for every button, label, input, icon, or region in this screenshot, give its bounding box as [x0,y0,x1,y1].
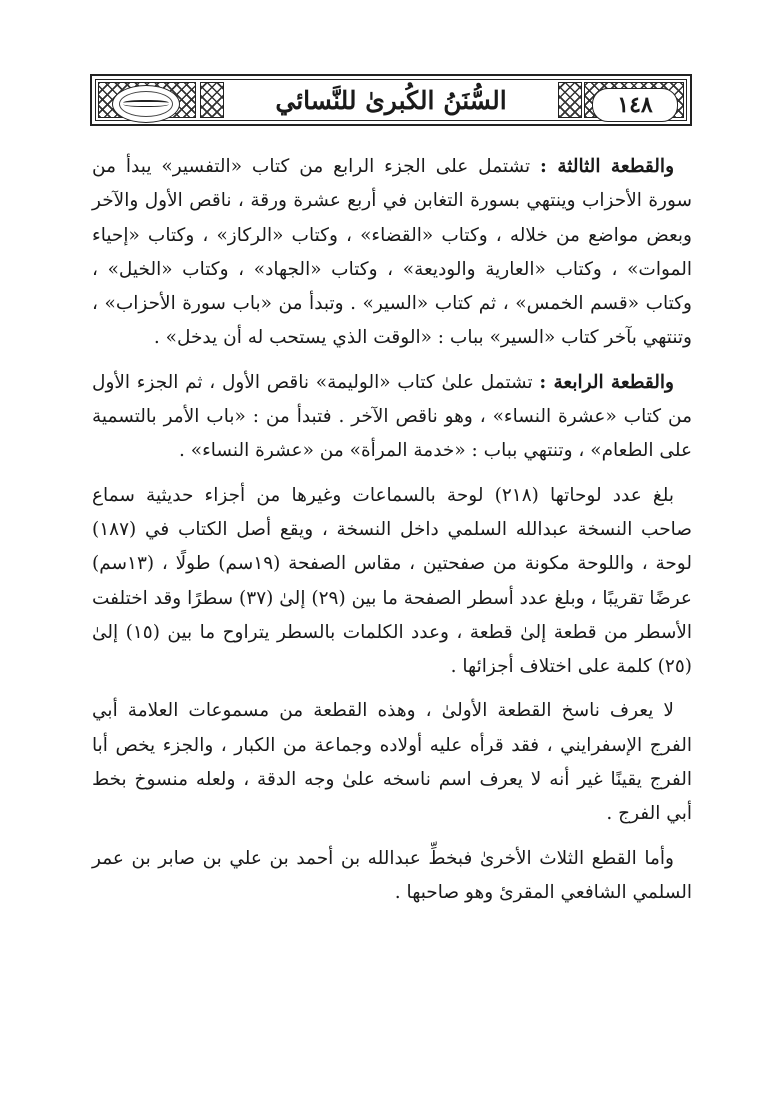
calligraphy-seal-icon [112,85,180,123]
paragraph-lead: والقطعة الثالثة : [540,156,675,177]
seal-calligraphy-mark-icon [123,100,169,107]
paragraph-text: تشتمل على الجزء الرابع من كتاب «التفسير» يبدأ من سورة الأحزاب وينتهي بسورة التغابن في أربع عشرة ورقة ، ناقص الأول والآخر وبعض مواضع من خلاله ، وكتاب «القضاء» ، وكتاب «الركاز» ، وكتاب «إحياء الموات» ، وكتاب «العارية والوديعة» ، وكتاب «الجهاد» ، وكتاب «الخيل» ، وكتاب «قسم الخمس» ، ثم كتاب «السير» . وتبدأ من «باب سورة الأحزاب» ، وتنتهي بآخر كتاب «السير» بباب : «الوقت الذي يستحب له أن يدخل» . [92,156,692,349]
paragraph-fourth-part [92,366,692,469]
ornament-mid-left-icon [200,82,224,118]
ornament-mid-right-icon [558,82,582,118]
paragraph-copyist [92,694,692,831]
header-frame [95,79,687,121]
page-body [92,150,692,920]
paragraph-other-parts [92,842,692,911]
page-header [90,74,692,126]
running-title: السُّنَنُ الكُبرىٰ للنَّسائي [226,80,556,120]
paragraph-lead: والقطعة الرابعة : [539,371,674,393]
paragraph-text: وأما القطع الثلاث الأخرىٰ فبخطِّ عبدالله بن أحمد بن علي بن صابر بن عمر السلمي الشافعي المقرئ وهو صاحبها . [92,847,692,903]
paragraph-third-part [92,150,692,356]
paragraph-plates-count [92,479,692,685]
paragraph-text: تشتمل علىٰ كتاب «الوليمة» ناقص الأول ، ثم الجزء الأول من كتاب «عشرة النساء» ، وهو ناقص الآخر . فتبدأ من : «باب الأمر بالتسمية على الطعام» ، وتنتهي بباب : «خدمة المرأة» من «عشرة النساء» . [92,371,692,462]
paragraph-text: بلغ عدد لوحاتها (٢١٨) لوحة بالسماعات وغيرها من أجزاء حديثية سماع صاحب النسخة عبدالله السلمي داخل النسخة ، ويقع أصل الكتاب في (١٨٧) لوحة ، واللوحة مكونة من صفحتين ، مقاس الصفحة (١٩سم) طولًا ، (١٣سم) عرضًا تقريبًا ، وبلغ عدد أسطر الصفحة ما بين (٢٩) إلىٰ (٣٧) سطرًا وقد اختلفت الأسطر من قطعة إلىٰ قطعة ، وعدد الكلمات بالسطر يتراوح ما بين (١٥) إلىٰ (٢٥) كلمة على اختلاف أجزائها . [92,484,693,678]
paragraph-text: لا يعرف ناسخ القطعة الأولىٰ ، وهذه القطعة من مسموعات العلامة أبي الفرج الإسفرايني ، فقد قرأه عليه أولاده وجماعة من الكبار ، والجزء يخص أبا الفرج يقينًا غير أنه لا يعرف اسم ناسخه علىٰ وجه الدقة ، ولعله منسوخ بخط أبي الفرج . [92,700,692,825]
page-number: ١٤٨ [592,88,678,122]
